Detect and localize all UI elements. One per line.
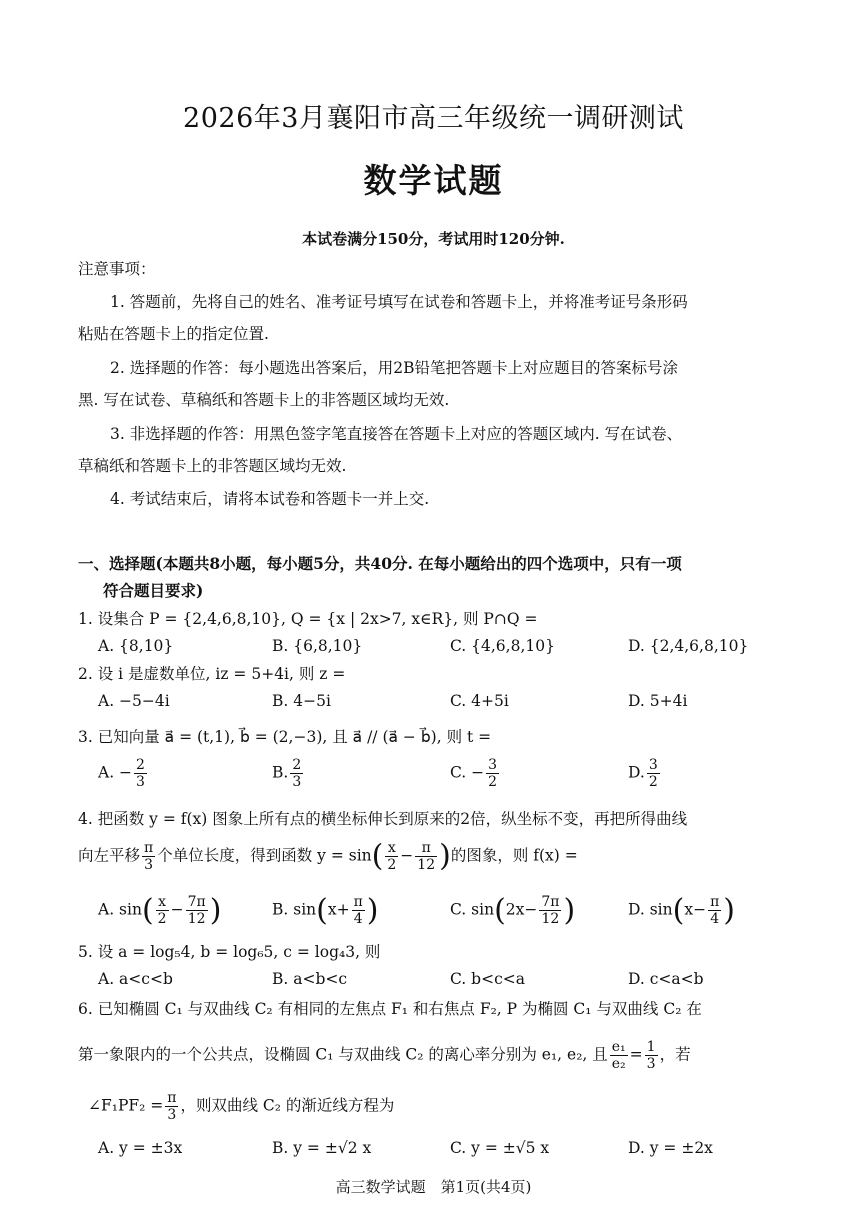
paren: ( xyxy=(494,893,506,928)
fraction xyxy=(290,757,303,790)
paren: ) xyxy=(209,893,222,928)
denominator: 3 xyxy=(144,857,154,873)
notes-heading: 注意事项： xyxy=(78,260,156,278)
option-label: D. sin xyxy=(628,900,673,919)
denominator: 3 xyxy=(292,774,302,790)
question-4-stem-line2 xyxy=(78,840,578,873)
note-line: 4. 考试结束后，请将本试卷和答题卡一并上交. xyxy=(110,490,430,508)
fraction xyxy=(142,840,155,873)
question-5-stem: 5. 设 a = log₅4, b = log₆5, c = log₄3, 则 xyxy=(78,943,381,961)
fraction xyxy=(352,894,365,927)
note-line: 粘贴在答题卡上的指定位置. xyxy=(78,325,269,343)
numerator: 3 xyxy=(488,757,498,773)
question-6-stem-line1: 6. 已知椭圆 C₁ 与双曲线 C₂ 有相同的左焦点 F₁ 和右焦点 F₂, P 为椭圆 C₁ 与双曲线 C₂ 在 xyxy=(78,1000,702,1018)
question-6-stem-line2 xyxy=(78,1039,691,1072)
numerator: π xyxy=(353,894,363,910)
text: 第一象限内的一个公共点，设椭圆 C₁ 与双曲线 C₂ 的离心率分别为 e₁, e₂, 且 xyxy=(78,1045,608,1064)
numerator: π xyxy=(167,1090,177,1106)
numerator: x xyxy=(385,840,398,857)
denominator: 2 xyxy=(488,774,498,790)
q2-option-b: B. 4−5i xyxy=(272,692,331,710)
denominator: 3 xyxy=(136,774,145,790)
denominator: e₂ xyxy=(611,1056,626,1072)
fraction xyxy=(134,757,147,790)
note-line: 黑. 写在试卷、草稿纸和答题卡上的非答题区域均无效. xyxy=(78,391,450,409)
numerator: 1 xyxy=(646,1039,656,1055)
numerator: π xyxy=(710,894,720,910)
paren: ) xyxy=(366,893,379,928)
fraction xyxy=(156,894,169,927)
operator: − xyxy=(400,846,414,865)
page-footer: 高三数学试题 第1页(共4页) xyxy=(335,1178,532,1196)
q5-option-d: D. c<a<b xyxy=(628,970,704,988)
denominator: 4 xyxy=(710,911,720,927)
q4-option-d xyxy=(628,893,735,928)
denominator: 12 xyxy=(187,911,206,927)
q2-option-d: D. 5+4i xyxy=(628,692,688,710)
option-label: C. sin xyxy=(450,900,495,919)
numerator: 7π xyxy=(187,894,206,910)
numerator: e₁ xyxy=(611,1039,626,1055)
q5-option-a: A. a<c<b xyxy=(98,970,173,988)
text: x− xyxy=(684,900,707,919)
fraction xyxy=(539,894,561,927)
section-heading-cont: 符合题目要求) xyxy=(103,581,204,600)
text: 个单位长度，得到函数 y = sin xyxy=(157,846,372,865)
denominator: 2 xyxy=(648,774,658,790)
denominator: 3 xyxy=(646,1056,656,1072)
q6-option-a: A. y = ±3x xyxy=(98,1139,183,1157)
question-3-stem: 3. 已知向量 a⃗ = (t,1), b⃗ = (2,−3), 且 a⃗ // (a⃗ − b⃗), 则 t = xyxy=(78,728,492,746)
text: 2x− xyxy=(505,900,538,919)
question-4-stem-line1: 4. 把函数 y = f(x) 图象上所有点的横坐标伸长到原来的2倍，纵坐标不变，再把所得曲线 xyxy=(78,810,688,828)
q4-option-c xyxy=(450,893,575,928)
numerator: 7π xyxy=(541,894,560,910)
denominator: 2 xyxy=(157,911,167,927)
paren: ) xyxy=(723,893,735,928)
note-line: 草稿纸和答题卡上的非答题区域均无效. xyxy=(78,457,347,475)
operator: − xyxy=(170,900,184,919)
denominator: 12 xyxy=(417,857,436,873)
text: x+ xyxy=(327,900,350,919)
section-heading: 一、选择题(本题共8小题，每小题5分，共40分. 在每小题给出的四个选项中，只有一项 xyxy=(78,554,682,573)
option-label: D. xyxy=(628,763,645,782)
q2-option-a: A. −5−4i xyxy=(98,692,170,710)
note-line: 2. 选择题的作答：每小题选出答案后，用2B铅笔把答题卡上对应题目的答案标号涂 xyxy=(110,359,678,377)
numerator: 3 xyxy=(648,757,658,773)
fraction xyxy=(610,1039,628,1072)
q1-option-a: A. {8,10} xyxy=(98,637,174,655)
operator: = xyxy=(629,1045,643,1064)
fraction xyxy=(385,840,398,873)
denominator: 3 xyxy=(167,1107,177,1123)
exam-meta: 本试卷满分150分，考试用时120分钟. xyxy=(302,230,565,248)
q6-option-d: D. y = ±2x xyxy=(628,1139,713,1157)
q4-option-b xyxy=(272,893,379,928)
paren: ) xyxy=(563,893,576,928)
option-label: A. − xyxy=(98,763,133,782)
question-6-stem-line3 xyxy=(88,1090,394,1123)
question-1-stem: 1. 设集合 P = {2,4,6,8,10}, Q = {x | 2x>7, x∈R}, 则 P∩Q = xyxy=(78,610,538,628)
paren: ( xyxy=(672,893,685,928)
note-line: 3. 非选择题的作答：用黑色签字笔直接答在答题卡上对应的答题区域内. 写在试卷、 xyxy=(110,425,683,443)
option-label: C. − xyxy=(450,763,485,782)
q3-option-a xyxy=(98,757,149,790)
option-label: A. sin xyxy=(98,900,142,919)
text: 的图象，则 f(x) = xyxy=(450,846,578,865)
fraction xyxy=(647,757,660,790)
question-2-stem: 2. 设 i 是虚数单位, iz = 5+4i, 则 z = xyxy=(78,665,346,683)
q2-option-c: C. 4+5i xyxy=(450,692,509,710)
denominator: 12 xyxy=(541,911,560,927)
q1-option-c: C. {4,6,8,10} xyxy=(450,637,555,655)
option-label: B. xyxy=(272,763,289,782)
fraction xyxy=(486,757,499,790)
q3-option-c xyxy=(450,757,501,790)
q1-option-b: B. {6,8,10} xyxy=(272,637,363,655)
q6-option-b: B. y = ±√2 x xyxy=(272,1139,372,1157)
fraction xyxy=(415,840,437,873)
fraction xyxy=(186,894,208,927)
q3-option-d xyxy=(628,757,662,790)
denominator: 4 xyxy=(353,911,363,927)
text: ，则双曲线 C₂ 的渐近线方程为 xyxy=(180,1096,395,1115)
q5-option-c: C. b<c<a xyxy=(450,970,525,988)
text: ，若 xyxy=(659,1045,691,1064)
numerator: x xyxy=(156,894,169,911)
paren: ) xyxy=(439,838,451,874)
numerator: π xyxy=(144,840,154,856)
denominator: 2 xyxy=(387,857,397,873)
q5-option-b: B. a<b<c xyxy=(272,970,348,988)
fraction xyxy=(645,1039,658,1072)
q4-option-a xyxy=(98,893,221,928)
exam-subtitle: 数学试题 xyxy=(363,161,504,200)
text: 向左平移 xyxy=(78,846,141,865)
paren: ( xyxy=(371,838,384,874)
note-line: 1. 答题前，先将自己的姓名、准考证号填写在试卷和答题卡上，并将准考证号条形码 xyxy=(110,293,688,311)
fraction xyxy=(165,1090,178,1123)
text: ∠F₁PF₂ = xyxy=(88,1096,164,1115)
fraction xyxy=(708,894,721,927)
q6-option-c: C. y = ±√5 x xyxy=(450,1139,550,1157)
exam-title: 2026年3月襄阳市高三年级统一调研测试 xyxy=(183,103,684,134)
numerator: 2 xyxy=(292,757,302,773)
paren: ( xyxy=(141,893,154,928)
q3-option-b xyxy=(272,757,305,790)
option-label: B. sin xyxy=(272,900,317,919)
q1-option-d: D. {2,4,6,8,10} xyxy=(628,637,749,655)
paren: ( xyxy=(316,893,328,928)
numerator: 2 xyxy=(136,757,145,773)
numerator: π xyxy=(415,840,437,857)
